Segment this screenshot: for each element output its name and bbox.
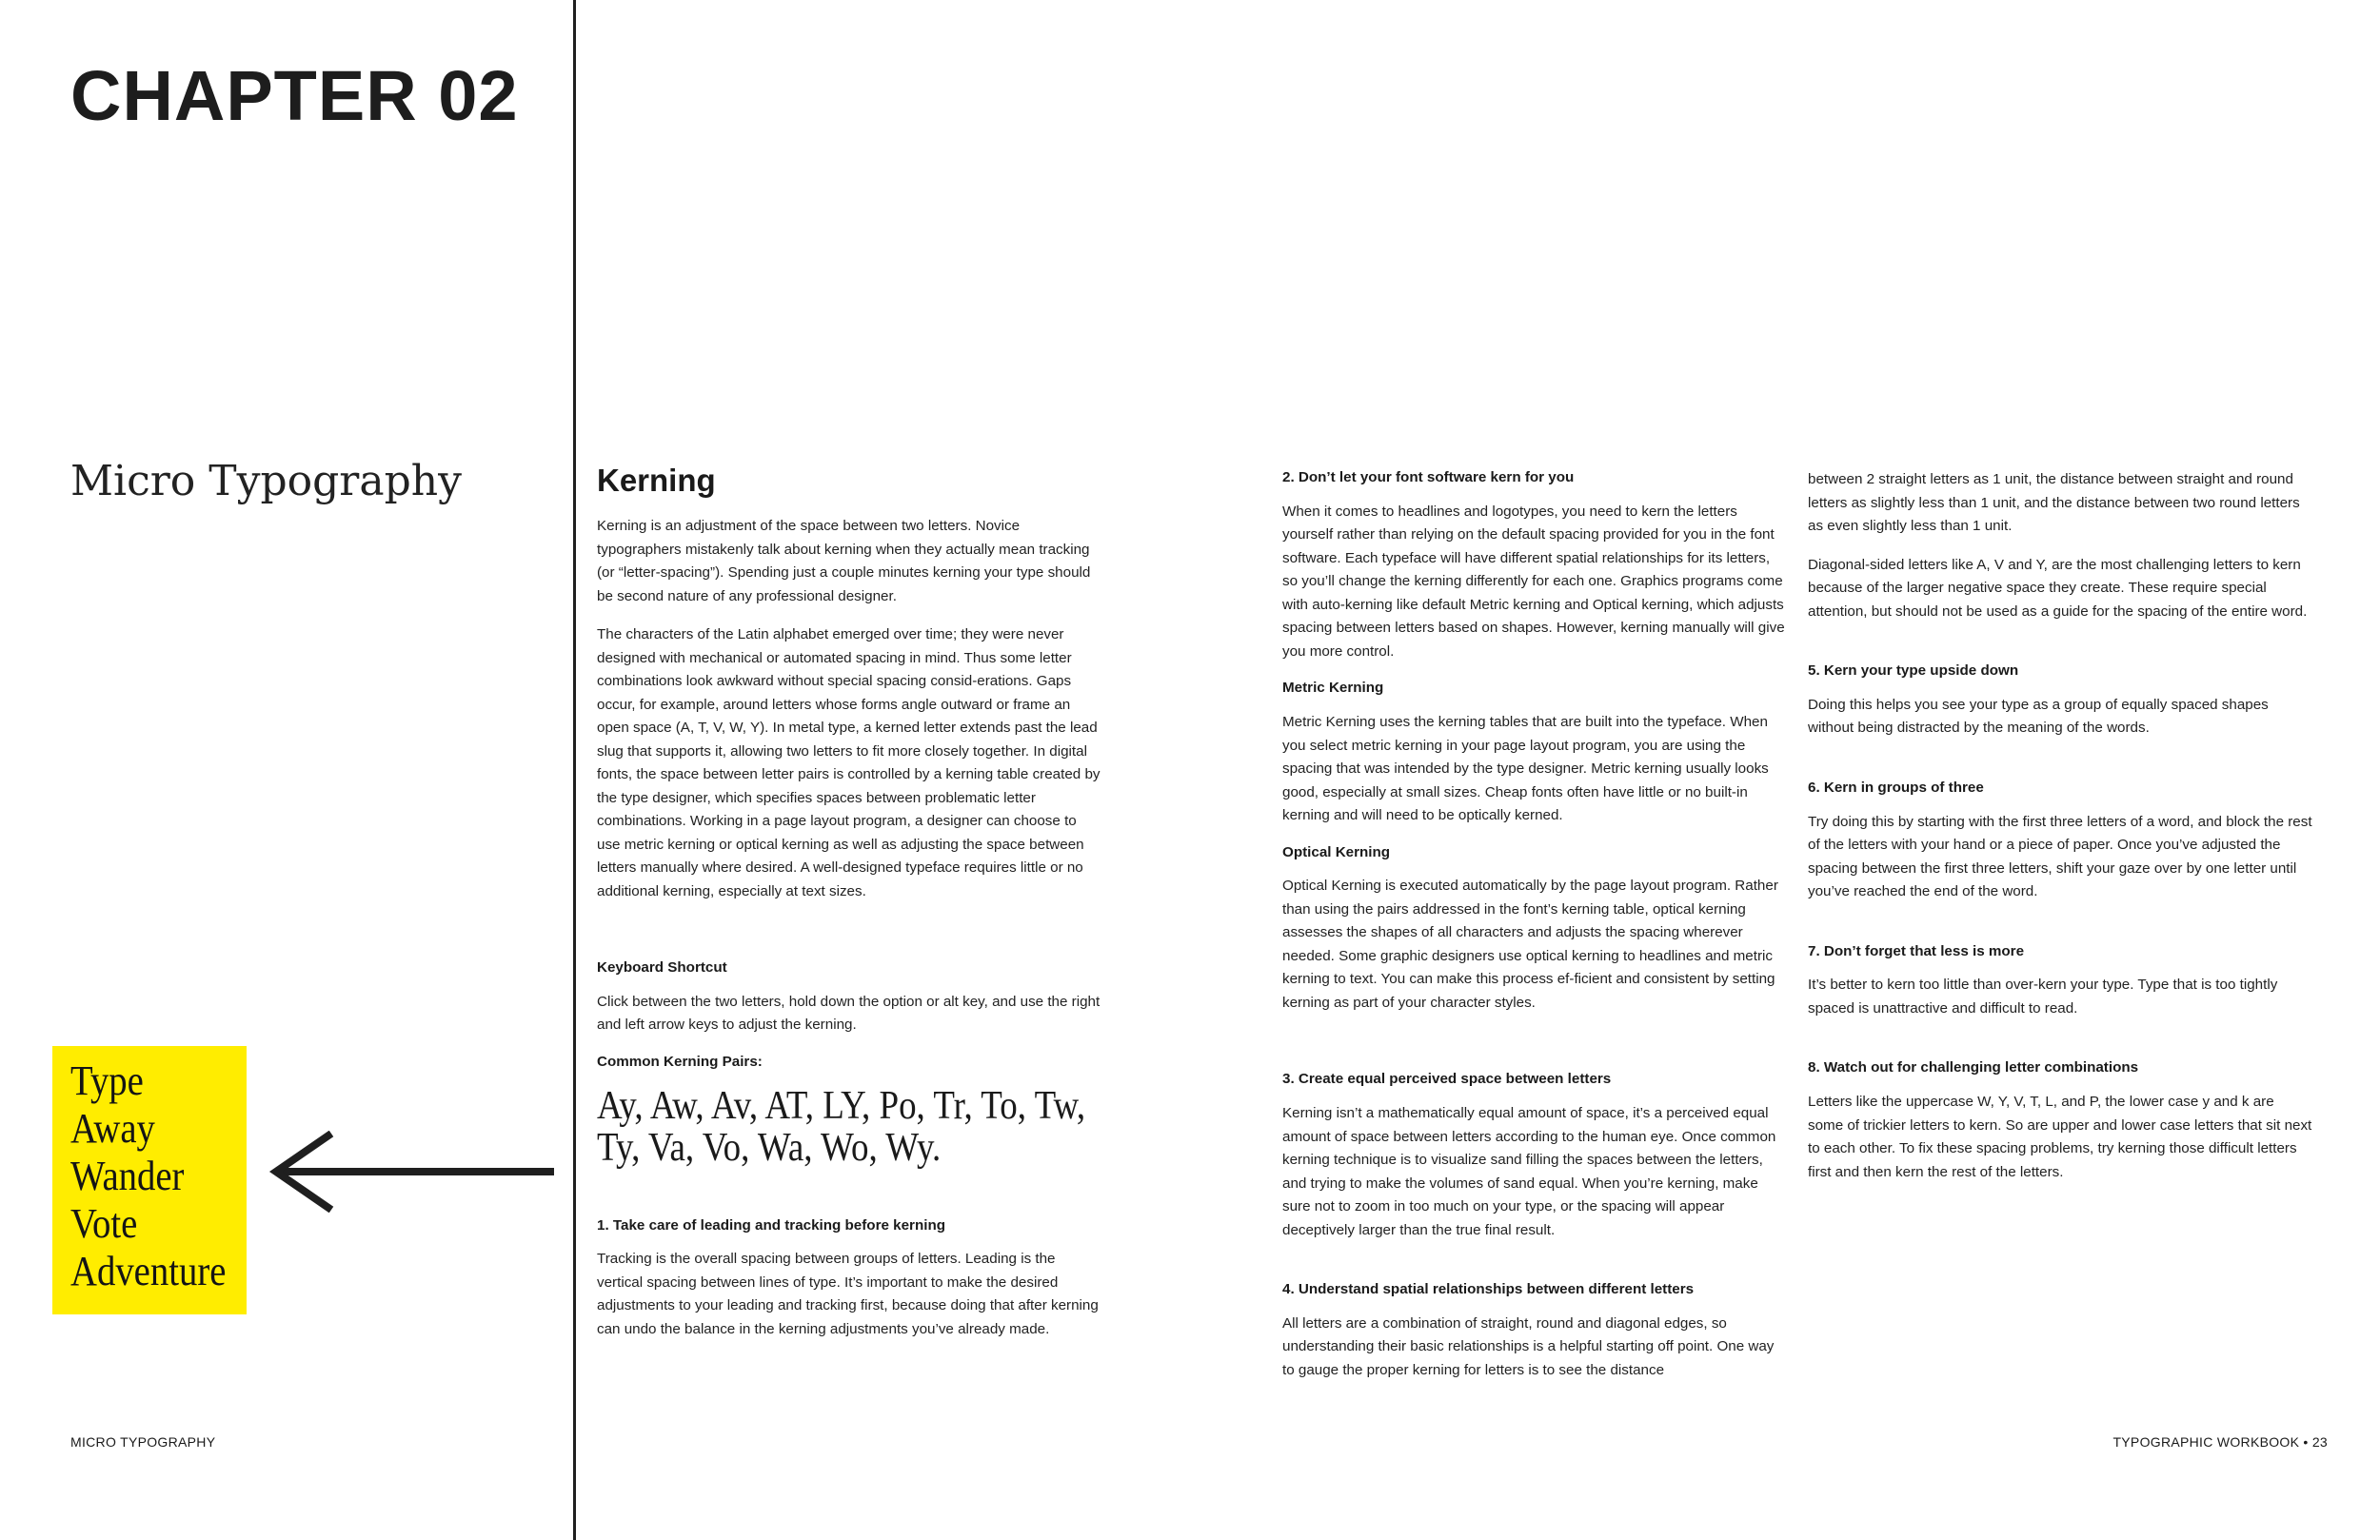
sample-word: Vote <box>70 1200 138 1247</box>
text-column-3 <box>1808 468 2312 1199</box>
paragraph: Letters like the uppercase W, Y, V, T, L, and P, the lower case y and k are some of trickier letters to kern. So are upper and lower case letters that sit next to each other. To fix these spacing problems, try kerning those difficult letters first and then kern the rest of the letters. <box>1808 1094 2312 1180</box>
shortcut-heading: Keyboard Shortcut <box>597 959 727 976</box>
text-column-2 <box>1282 468 1787 1397</box>
kerning-pairs-line: Ty, Va, Vo, Wa, Wo, Wy. <box>597 1125 942 1170</box>
tip-heading: 7. Don’t forget that less is more <box>1808 942 2025 959</box>
paragraph: Optical Kerning is executed automatically by the page layout program. Rather than using the pairs addressed in the font’s kerning table, optical kerning assesses the shapes of all characters and adjusts the spacing wherever needed. Some graphic designers use optical kerning to headlines and metric kerning to text. You can make this process ef-ficient and consistent by setting kerning as part of your character styles. <box>1282 878 1778 1011</box>
paragraph: Try doing this by starting with the first three letters of a word, and block the rest of the letters with your hand or a piece of paper. Once you’ve adjusted the spacing between the first three letters, shift your gaze over by one letter until you’ve reached the end of the word. <box>1808 813 2312 899</box>
paragraph: Metric Kerning uses the kerning tables that are built into the typeface. When you select metric kerning in your page layout program, you are using the spacing that was intended by the type designer. Metric kerning usually looks good, especially at small sizes. Cheap fonts often have little or no built-in kerning and will need to be optically kerned. <box>1282 714 1769 823</box>
paragraph: All letters are a combination of straight, round and diagonal edges, so understanding their basic relationships is a helpful starting off point. One way to gauge the proper kerning for letters is to see the distance <box>1282 1314 1775 1378</box>
paragraph: When it comes to headlines and logotypes, you need to kern the letters yourself rather than relying on the default spacing provided for you in the font software. Each typeface will have different spatial relationships for its letters, so you’ll change the kerning differently for each one. Graphics programs come with auto-kerning like default Metric kerning and Optical kerning, which adjusts spacing between letters based on shapes. However, kerning manually will give you more control. <box>1282 503 1785 660</box>
paragraph: Doing this helps you see your type as a group of equally spaced shapes without being distracted by the meaning of the words. <box>1808 696 2269 737</box>
tip-heading: 3. Create equal perceived space between letters <box>1282 1071 1612 1088</box>
paragraph: between 2 straight letters as 1 unit, the distance between straight and round letters as slightly less than 1 unit, and the distance between two round letters as even slightly less than 1 unit. <box>1808 471 2300 534</box>
chapter-title: CHAPTER 02 <box>70 56 519 135</box>
paragraph: The characters of the Latin alphabet emerged over time; they were never designed with mechanical or automated spacing in mind. Thus some letter combinations look awkward without special spacing consid-erations. Gaps occur, for example, around letters whose forms angle outward or frame an open space (A, T, V, W, Y). In metal type, a kerned letter extends past the lead slug that supports it, allowing two letters to fit more closely together. In digital fonts, the space between letter pairs is controlled by a kerning table created by the type designer, which specifies spaces between problematic letter combinations. Working in a page layout program, a designer can choose to use metric kerning or optical kerning as well as adjusting the space between letters manually where desired. A well-designed typeface requires little or no additional kerning, especially at text sizes. <box>597 626 1101 899</box>
tip-heading: 8. Watch out for challenging letter combinations <box>1808 1059 2139 1076</box>
paragraph: Kerning is an adjustment of the space between two letters. Novice typographers mistakenly talk about kerning when they actually mean tracking (or “letter-spacing”). Spending just a couple minutes kerning your type should be second nature of any professional designer. <box>597 518 1091 604</box>
section-title: Micro Typography <box>70 457 462 505</box>
kerning-pairs-line: Ay, Aw, Av, AT, LY, Po, Tr, To, Tw, <box>597 1083 1086 1128</box>
footer-section-label: MICRO TYPOGRAPHY <box>70 1434 216 1450</box>
sample-word: Type <box>70 1057 144 1104</box>
text-column-1 <box>597 455 1101 1356</box>
sample-word: Wander <box>70 1153 185 1199</box>
left-arrow-icon <box>267 1131 554 1213</box>
paragraph: Click between the two letters, hold down the option or alt key, and use the right and left arrow keys to adjust the kerning. <box>597 993 1101 1034</box>
tip-heading: 6. Kern in groups of three <box>1808 779 1984 796</box>
kerning-pairs <box>597 1083 1086 1170</box>
tip-heading: 5. Kern your type upside down <box>1808 662 2019 679</box>
kerning-heading: Kerning <box>597 463 716 498</box>
paragraph: It’s better to kern too little than over-kern your type. Type that is too tightly spaced is unattractive and difficult to read. <box>1808 977 2278 1017</box>
sample-words-box <box>52 1046 247 1314</box>
subheading: Optical Kerning <box>1282 843 1391 860</box>
paragraph: Kerning isn’t a mathematically equal amount of space, it’s a perceived equal amount of space between letters according to the human eye. Once common kerning technique is to visualize sand filling the spaces between the letters, and trying to make the volumes of sand equal. When you’re kerning, make sure not to zoom in too much on your type, or the spacing will appear deceptively larger than the true final result. <box>1282 1105 1776 1238</box>
sample-word: Away <box>70 1105 155 1152</box>
tip-heading: 1. Take care of leading and tracking before kerning <box>597 1216 946 1234</box>
footer-page-label: TYPOGRAPHIC WORKBOOK • 23 <box>2112 1434 2328 1450</box>
sample-word: Adventure <box>70 1248 227 1294</box>
tip-heading: 4. Understand spatial relationships between different letters <box>1282 1281 1695 1297</box>
paragraph: Diagonal-sided letters like A, V and Y, are the most challenging letters to kern because of the larger negative space they create. These require special attention, but should not be used as a guide for the spacing of the entire word. <box>1808 556 2308 620</box>
tip-heading: 2. Don’t let your font software kern for you <box>1282 469 1575 485</box>
paragraph: Tracking is the overall spacing between groups of letters. Leading is the vertical spacing between lines of type. It’s important to make the desired adjustments to your leading and tracking first, because doing that after kerning can undo the balance in the kerning adjustments you’ve already made. <box>597 1251 1099 1337</box>
subheading: Metric Kerning <box>1282 680 1384 697</box>
page-divider <box>573 0 576 1540</box>
pairs-heading: Common Kerning Pairs: <box>597 1053 763 1070</box>
